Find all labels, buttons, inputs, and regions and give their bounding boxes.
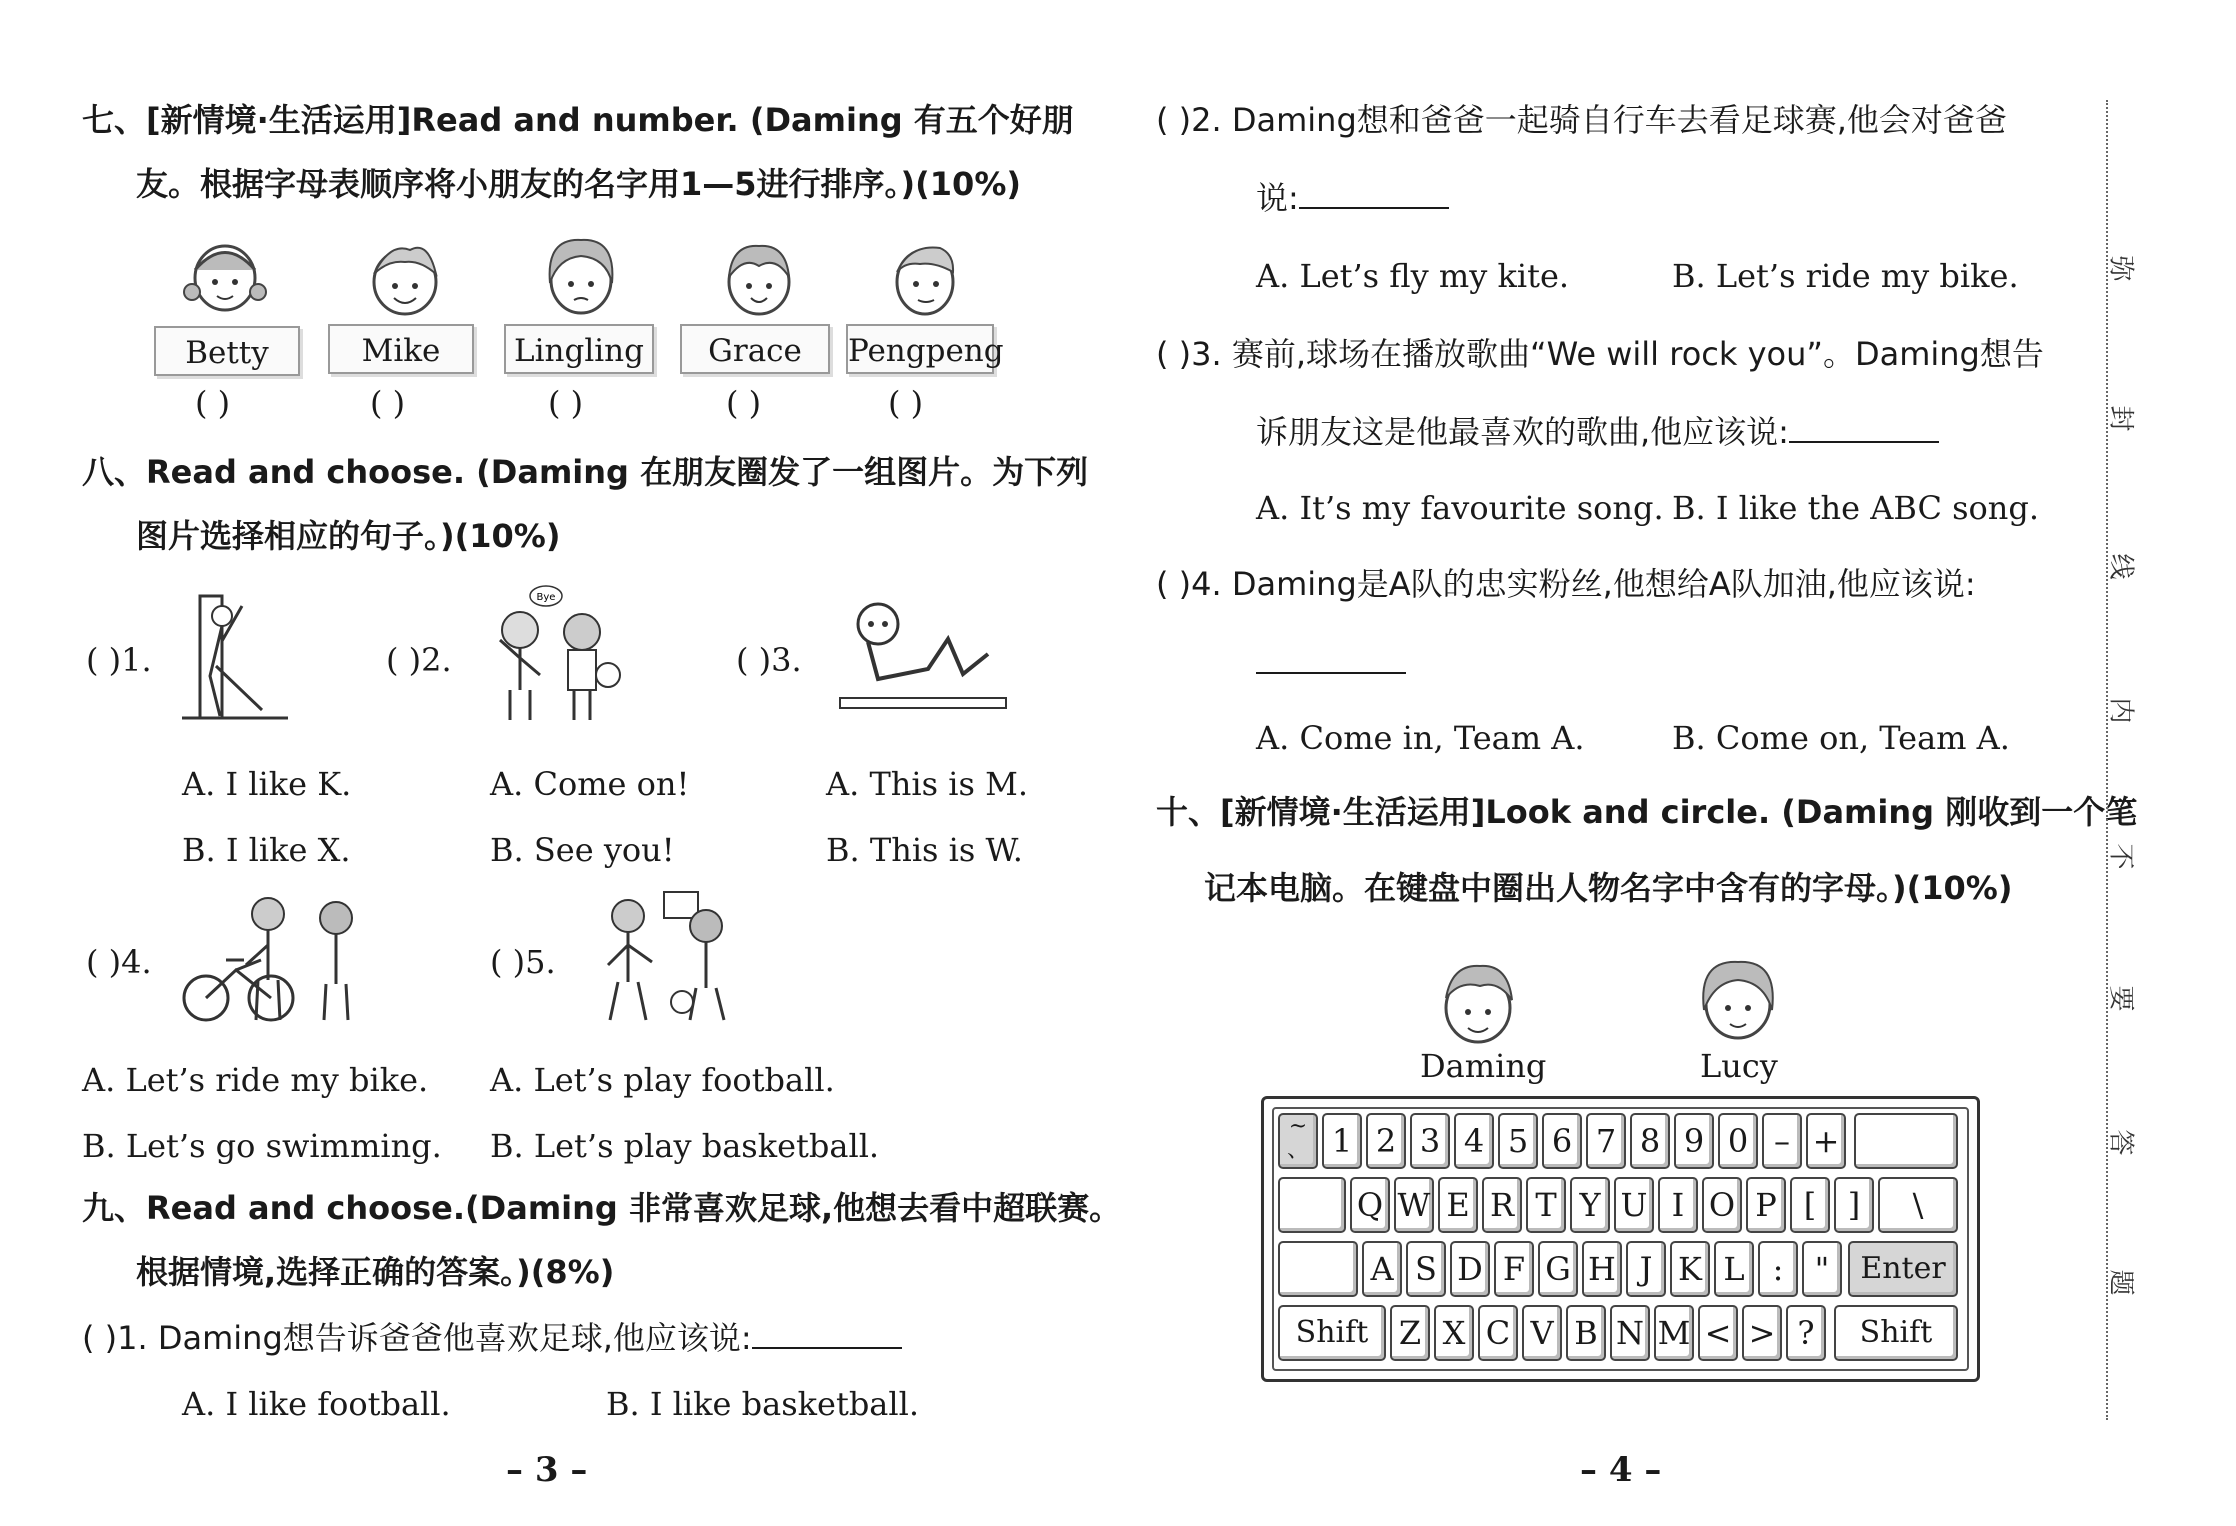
sec8-item3-option-a: A. This is M. <box>826 765 1028 803</box>
q2-option-b: B. Let’s ride my bike. <box>1672 257 2019 295</box>
sec8-item3-option-b: B. This is W. <box>826 831 1023 869</box>
q2-option-a: A. Let’s fly my kite. <box>1256 257 1570 295</box>
q3-stem: ( )3. 赛前,球场在播放歌曲“We will rock you”。Daming想告 <box>1156 335 2044 373</box>
sec8-title-line1: 八、Read and choose. (Daming 在朋友圈发了一组图片。为下列 <box>82 453 1089 491</box>
key-4[interactable]: 4 <box>1454 1113 1494 1169</box>
sec8-item2-number[interactable]: ( )2. <box>386 641 452 679</box>
key-y[interactable]: Y <box>1570 1177 1610 1233</box>
key-j[interactable]: J <box>1626 1241 1666 1297</box>
seal-char-2: 封 <box>2105 405 2136 432</box>
key-u[interactable]: U <box>1614 1177 1654 1233</box>
sec8-item4-number[interactable]: ( )4. <box>86 943 152 981</box>
answer-paren-lingling[interactable]: ( ) <box>548 384 584 422</box>
q3-option-b: B. I like the ABC song. <box>1672 489 2040 527</box>
seal-char-6: 要 <box>2105 985 2136 1012</box>
key-t[interactable]: T <box>1526 1177 1566 1233</box>
name-box-betty: Betty <box>154 326 300 376</box>
page-number-3: – 3 – <box>506 1450 588 1490</box>
key-7[interactable]: 7 <box>1586 1113 1626 1169</box>
key-less-than[interactable]: < <box>1698 1305 1738 1361</box>
key-c[interactable]: C <box>1478 1305 1518 1361</box>
name-box-pengpeng: Pengpeng <box>846 324 994 374</box>
speech-bubble-text: Bye <box>536 592 556 603</box>
sec8-item4-option-a: A. Let’s ride my bike. <box>82 1061 429 1099</box>
key-9[interactable]: 9 <box>1674 1113 1714 1169</box>
sec7-title-line2: 友。根据字母表顺序将小朋友的名字用1—5进行排序。)(10%) <box>136 165 1022 203</box>
q3-answer-blank[interactable] <box>1789 413 1939 443</box>
key-3[interactable]: 3 <box>1410 1113 1450 1169</box>
grace-face-illustration <box>714 232 804 322</box>
two-kids-waving-illustration <box>490 580 630 725</box>
key-2[interactable]: 2 <box>1366 1113 1406 1169</box>
seal-char-8: 题 <box>2105 1269 2136 1296</box>
sec9-title-line1: 九、Read and choose.(Daming 非常喜欢足球,他想去看中超联赛。 <box>82 1189 1122 1227</box>
seal-char-7: 答 <box>2105 1129 2136 1156</box>
key-d[interactable]: D <box>1450 1241 1490 1297</box>
seal-char-3: 线 <box>2105 553 2136 580</box>
q3-option-a: A. It’s my favourite song. <box>1256 489 1664 527</box>
key-enter[interactable]: Enter <box>1848 1241 1958 1297</box>
q4-stem: ( )4. Daming是A队的忠实粉丝,他想给A队加油,他应该说: <box>1156 565 1976 603</box>
monkey-letter-m-illustration <box>838 594 1008 714</box>
sec8-item1-option-b: B. I like X. <box>182 831 351 869</box>
key-left-shift[interactable]: Shift <box>1278 1305 1386 1361</box>
key-h[interactable]: H <box>1582 1241 1622 1297</box>
key-m[interactable]: M <box>1654 1305 1694 1361</box>
lucy-name-label: Lucy <box>1700 1047 1778 1085</box>
key-right-shift[interactable]: Shift <box>1834 1305 1958 1361</box>
key-a[interactable]: A <box>1362 1241 1402 1297</box>
sec8-item1-option-a: A. I like K. <box>182 765 352 803</box>
sec8-item5-option-a: A. Let’s play football. <box>490 1061 835 1099</box>
key-question[interactable]: ? <box>1786 1305 1826 1361</box>
letter-k-pose-illustration <box>180 586 290 726</box>
pengpeng-face-illustration <box>880 232 970 322</box>
key-n[interactable]: N <box>1610 1305 1650 1361</box>
q1-answer-blank[interactable] <box>752 1319 902 1349</box>
key-b[interactable]: B <box>1566 1305 1606 1361</box>
daming-name-label: Daming <box>1420 1047 1547 1085</box>
key-quote[interactable]: " <box>1802 1241 1842 1297</box>
key-0[interactable]: 0 <box>1718 1113 1758 1169</box>
kids-with-bike-illustration <box>176 890 366 1030</box>
key-1[interactable]: 1 <box>1322 1113 1362 1169</box>
key-x[interactable]: X <box>1434 1305 1474 1361</box>
key-g[interactable]: G <box>1538 1241 1578 1297</box>
key-tab[interactable] <box>1278 1177 1346 1233</box>
key-tilde[interactable]: ~ 、 <box>1278 1113 1318 1169</box>
sec9-q1-stem: ( )1. Daming想告诉爸爸他喜欢足球,他应该说: <box>82 1318 902 1358</box>
keyboard <box>1261 1096 1980 1382</box>
sec9-title-line2: 根据情境,选择正确的答案。)(8%) <box>136 1253 615 1291</box>
seal-char-4: 内 <box>2105 697 2136 724</box>
key-8[interactable]: 8 <box>1630 1113 1670 1169</box>
lingling-face-illustration <box>536 228 626 323</box>
key-s[interactable]: S <box>1406 1241 1446 1297</box>
key-e[interactable]: E <box>1438 1177 1478 1233</box>
sec8-item3-number[interactable]: ( )3. <box>736 641 802 679</box>
key-v[interactable]: V <box>1522 1305 1562 1361</box>
seal-char-5: 不 <box>2105 843 2136 870</box>
key-k[interactable]: K <box>1670 1241 1710 1297</box>
answer-paren-grace[interactable]: ( ) <box>726 384 762 422</box>
key-6[interactable]: 6 <box>1542 1113 1582 1169</box>
key-o[interactable]: O <box>1702 1177 1742 1233</box>
key-i[interactable]: I <box>1658 1177 1698 1233</box>
answer-paren-mike[interactable]: ( ) <box>370 384 406 422</box>
sec8-item1-number[interactable]: ( )1. <box>86 641 152 679</box>
q2-stem-line2: 说: <box>1256 178 1449 218</box>
q2-answer-blank[interactable] <box>1299 179 1449 209</box>
key-greater-than[interactable]: > <box>1742 1305 1782 1361</box>
key-q[interactable]: Q <box>1350 1177 1390 1233</box>
sec8-item4-option-b: B. Let’s go swimming. <box>82 1127 442 1165</box>
key-w[interactable]: W <box>1394 1177 1434 1233</box>
key-f[interactable]: F <box>1494 1241 1534 1297</box>
betty-face-illustration <box>180 230 270 320</box>
answer-paren-pengpeng[interactable]: ( ) <box>888 384 924 422</box>
name-box-mike: Mike <box>328 324 474 374</box>
name-box-grace: Grace <box>680 324 830 374</box>
sec7-title-line1: 七、[新情境·生活运用]Read and number. (Daming 有五个好朋 <box>82 101 1074 139</box>
daming-face-illustration <box>1428 956 1528 1056</box>
seal-char-1: 弥 <box>2105 255 2136 282</box>
mike-face-illustration <box>360 232 450 322</box>
lucy-face-illustration <box>1688 950 1788 1050</box>
key-5[interactable]: 5 <box>1498 1113 1538 1169</box>
sec8-item2-option-b: B. See you! <box>490 831 675 869</box>
page-number-4: – 4 – <box>1580 1450 1662 1490</box>
key-backslash[interactable]: \ <box>1878 1177 1958 1233</box>
q2-stem: ( )2. Daming想和爸爸一起骑自行车去看足球赛,他会对爸爸 <box>1156 101 2007 139</box>
name-box-lingling: Lingling <box>504 324 654 374</box>
key-plus[interactable]: + <box>1806 1113 1846 1169</box>
answer-paren-betty[interactable]: ( ) <box>195 384 231 422</box>
key-caps[interactable] <box>1278 1241 1358 1297</box>
key-minus[interactable]: – <box>1762 1113 1802 1169</box>
key-r[interactable]: R <box>1482 1177 1522 1233</box>
sec9-q1-option-b: B. I like basketball. <box>606 1385 920 1423</box>
sec10-title-line2: 记本电脑。在键盘中圈出人物名字中含有的字母。)(10%) <box>1204 869 2013 907</box>
key-left-bracket[interactable]: [ <box>1790 1177 1830 1233</box>
q3-stem-line2: 诉朋友这是他最喜欢的歌曲,他应该说: <box>1256 412 1939 452</box>
key-colon[interactable]: : <box>1758 1241 1798 1297</box>
sec8-item5-option-b: B. Let’s play basketball. <box>490 1127 880 1165</box>
seal-dotted-line <box>2106 100 2108 1420</box>
key-p[interactable]: P <box>1746 1177 1786 1233</box>
sec8-item5-number[interactable]: ( )5. <box>490 943 556 981</box>
kids-playing-basketball-illustration <box>594 890 754 1030</box>
sec9-q1-option-a: A. I like football. <box>182 1385 451 1423</box>
q4-answer-blank[interactable] <box>1256 644 1406 674</box>
sec8-item2-option-a: A. Come on! <box>490 765 690 803</box>
q4-option-a: A. Come in, Team A. <box>1256 719 1585 757</box>
sec8-title-line2: 图片选择相应的句子。)(10%) <box>136 517 561 555</box>
key-z[interactable]: Z <box>1390 1305 1430 1361</box>
sec10-title-line1: 十、[新情境·生活运用]Look and circle. (Daming 刚收到一个笔 <box>1156 793 2138 831</box>
key-l[interactable]: L <box>1714 1241 1754 1297</box>
key-backspace[interactable] <box>1854 1113 1958 1169</box>
key-right-bracket[interactable]: ] <box>1834 1177 1874 1233</box>
q4-option-b: B. Come on, Team A. <box>1672 719 2010 757</box>
